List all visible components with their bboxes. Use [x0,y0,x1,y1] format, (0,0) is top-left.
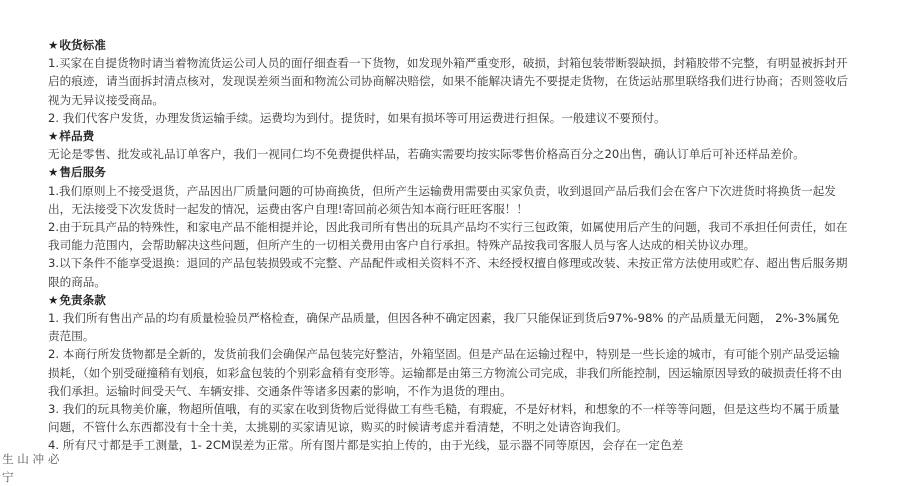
paragraph: 无论是零售、批发或礼品订单客户，我们一视同仁均不免费提供样品，若确实需要均按实际零售价格高百分之20出售，确认订单后可补还样品差价。 [48,147,805,162]
star-icon: ★ [48,165,59,180]
heading-text: 免责条款 [59,292,106,307]
heading-text: 售后服务 [59,165,106,180]
paragraph: 3.以下条件不能享受退换：退回的产品包装损毁或不完整、产品配件或相关资料不齐、未经授权擅自修理或改装、未按正常方法使用或贮存、超出售后服务期限的商品。 [48,256,848,289]
heading-text: 收货标准 [59,38,106,52]
section-after-sales [48,163,848,290]
section-receiving-standards [48,36,848,127]
paragraph: 1.我们原则上不接受退货，产品因出厂质量问题的可协商换货，但所产生运输费用需要由买家负责，收到退回产品后我们会在客户下次进货时将换货一起发出，无法接受下次发货时一起发的情况，运费由客户自理!寄回前必须告知本商行旺旺客服！！ [48,183,836,216]
paragraph: 2.由于玩具产品的特殊性，和家电产品不能相提并论，因此我司所有售出的玩具产品均不实行三包政策，如属使用后产生的问题，我司不承担任何责任，如在我司能力范围内，会帮助解决这些问题，但所产生的一切相关费用由客户自行承担。特殊产品按我司客服人员与客人达成的相关协议办理。 [48,220,848,253]
paragraph: 4. 所有尺寸都是手工测量，1- 2CM误差为正常。所有图片都是实拍上传的，由于光线，显示器不同等原因，会存在一定色差 [48,438,684,453]
paragraph: 1. 我们所有售出产品的均有质量检验员严格检查，确保产品质量，但因各种不确定因素，我厂只能保证到货后97%-98% 的产品质量无问题， 2%-3%属免责范围。 [48,311,840,344]
section-heading [48,163,848,181]
section-heading [48,291,848,309]
section-sample-fee [48,127,848,163]
section-disclaimer [48,291,848,455]
section-heading [48,36,848,54]
star-icon: ★ [48,292,59,307]
star-icon: ★ [48,129,59,144]
star-icon: ★ [48,38,59,52]
paragraph: 2. 我们代客户发货，办理发货运输手续。运费均为到付。提货时，如果有损坏等可用运费进行担保。一般建议不要预付。 [48,110,666,125]
paragraph: 2. 本商行所发货物都是全新的，发货前我们会确保产品包装完好整洁，外箱坚固。但是产品在运输过程中，特别是一些长途的城市，有可能个别产品受运输损耗，（如个别受碰撞稍有划痕，如彩盒包装的个别彩盒稍有变形等。运输都是由第三方物流公司完成，非我们所能控制，因运输原因导致的破损责任将不由我们承担。运输时间受天气、车辆安排、交通条件等诸多因素的影响，不作为退货的理由。 [48,347,843,398]
paragraph: 1.买家在自提货物时请当着物流货运公司人员的面仔细查看一下货物，如发现外箱严重变形，破损，封箱包装带断裂缺损，封箱胶带不完整，有明显被拆封开启的痕迹，请当面拆封清点核对，发现误差须当面和物流公司协商解决赔偿，如果不能解决请先不要提走货物，在货运站那里联络我们进行协商；否则签收后视为无异议接受商品。 [48,56,848,107]
heading-text: 样品费 [59,129,95,144]
paragraph: 3. 我们的玩具物美价廉，物超所值哦，有的买家在收到货物后觉得做工有些毛糙，有瑕疵，不是好材料，和想象的不一样等等问题，但是这些均不属于质量问题，不管什么东西都没有十全十美，太挑剔的买家请见谅，购买的时候请考虑并看清楚，不明之处请咨询我们。 [48,402,840,435]
terms-document [48,36,848,455]
cut-off-text-fragment: 生 山 冲 必 宁 [2,452,60,484]
section-heading [48,127,848,145]
